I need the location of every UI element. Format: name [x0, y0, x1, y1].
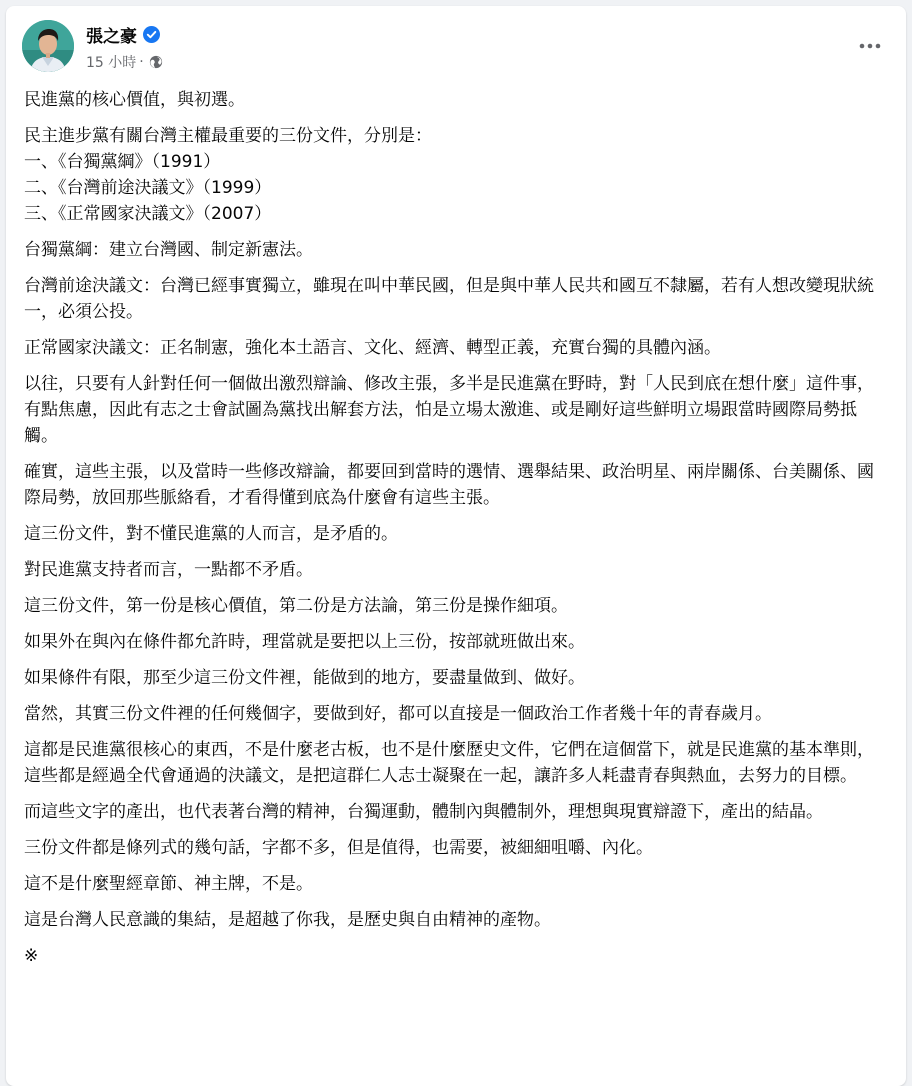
post-paragraph: 確實，這些主張，以及當時一些修改辯論，都要回到當時的選情、選舉結果、政治明星、兩岸關係、台美關係、國際局勢，放回那些脈絡看，才看得懂到底為什麼會有這些主張。 [24, 462, 874, 508]
author-line [86, 22, 160, 47]
post-paragraph: 當然，其實三份文件裡的任何幾個字，要做到好，都可以直接是一個政治工作者幾十年的青春歲月。 [24, 704, 772, 724]
post-paragraph: 以往，只要有人針對任何一個做出激烈辯論、修改主張，多半是民進黨在野時，對「人民到底在想什麼」這件事，有點焦慮，因此有志之士會試圖為黨找出解套方法，怕是立場太激進、或是剛好這些鮮明立場跟當時國際局勢抵觸。 [24, 374, 874, 446]
post-paragraph: 對民進黨支持者而言，一點都不矛盾。 [24, 560, 313, 580]
post-paragraph: 這不是什麼聖經章節、神主牌，不是。 [24, 874, 313, 894]
post-paragraph: 這三份文件，第一份是核心價值，第二份是方法論，第三份是操作細項。 [24, 596, 568, 616]
post-paragraph: 這都是民進黨很核心的東西，不是什麼老古板，也不是什麼歷史文件，它們在這個當下，就是民進黨的基本準則，這些都是經過全代會通過的決議文，是把這群仁人志士凝聚在一起，讓許多人耗盡青春與熱血，去努力的目標。 [24, 740, 874, 786]
globe-icon[interactable] [149, 55, 163, 69]
meta-separator: · [139, 54, 144, 70]
post-paragraph: 台灣前途決議文：台灣已經事實獨立，雖現在叫中華民國，但是與中華人民共和國互不隸屬，若有人想改變現狀統一，必須公投。 [24, 276, 874, 322]
post-card [6, 6, 906, 1086]
post-paragraph: ※ [24, 946, 39, 966]
post-meta [86, 52, 163, 72]
verified-badge-icon [143, 26, 160, 43]
post-paragraph: 台獨黨綱：建立台灣國、制定新憲法。 [24, 240, 313, 260]
post-paragraph: 如果條件有限，那至少這三份文件裡，能做到的地方，要盡量做到、做好。 [24, 668, 585, 688]
post-paragraph: 民主進步黨有關台灣主權最重要的三份文件，分別是： 一、《台獨黨綱》（1991） 二、《台灣前途決議文》（1999） 三、《正常國家決議文》（2007） [24, 126, 432, 224]
author-avatar[interactable] [22, 20, 74, 72]
post-paragraph: 這三份文件，對不懂民進黨的人而言，是矛盾的。 [24, 524, 398, 544]
author-name[interactable]: 張之豪 [86, 27, 137, 47]
more-options-icon [859, 43, 881, 49]
post-header [6, 6, 906, 84]
post-paragraph: 正常國家決議文：正名制憲，強化本土語言、文化、經濟、轉型正義，充實台獨的具體內涵。 [24, 338, 721, 358]
post-paragraph: 三份文件都是條列式的幾句話，字都不多，但是值得，也需要，被細細咀嚼、內化。 [24, 838, 653, 858]
more-options-button[interactable] [852, 28, 888, 64]
post-paragraph: 而這些文字的產出，也代表著台灣的精神，台獨運動，體制內與體制外，理想與現實辯證下，產出的結晶。 [24, 802, 823, 822]
post-paragraph: 民進黨的核心價值，與初選。 [24, 90, 245, 110]
post-body [6, 87, 906, 969]
post-paragraph: 如果外在與內在條件都允許時，理當就是要把以上三份，按部就班做出來。 [24, 632, 585, 652]
post-timestamp[interactable]: 15 小時 [86, 55, 137, 71]
post-paragraph: 這是台灣人民意識的集結，是超越了你我，是歷史與自由精神的產物。 [24, 910, 551, 930]
